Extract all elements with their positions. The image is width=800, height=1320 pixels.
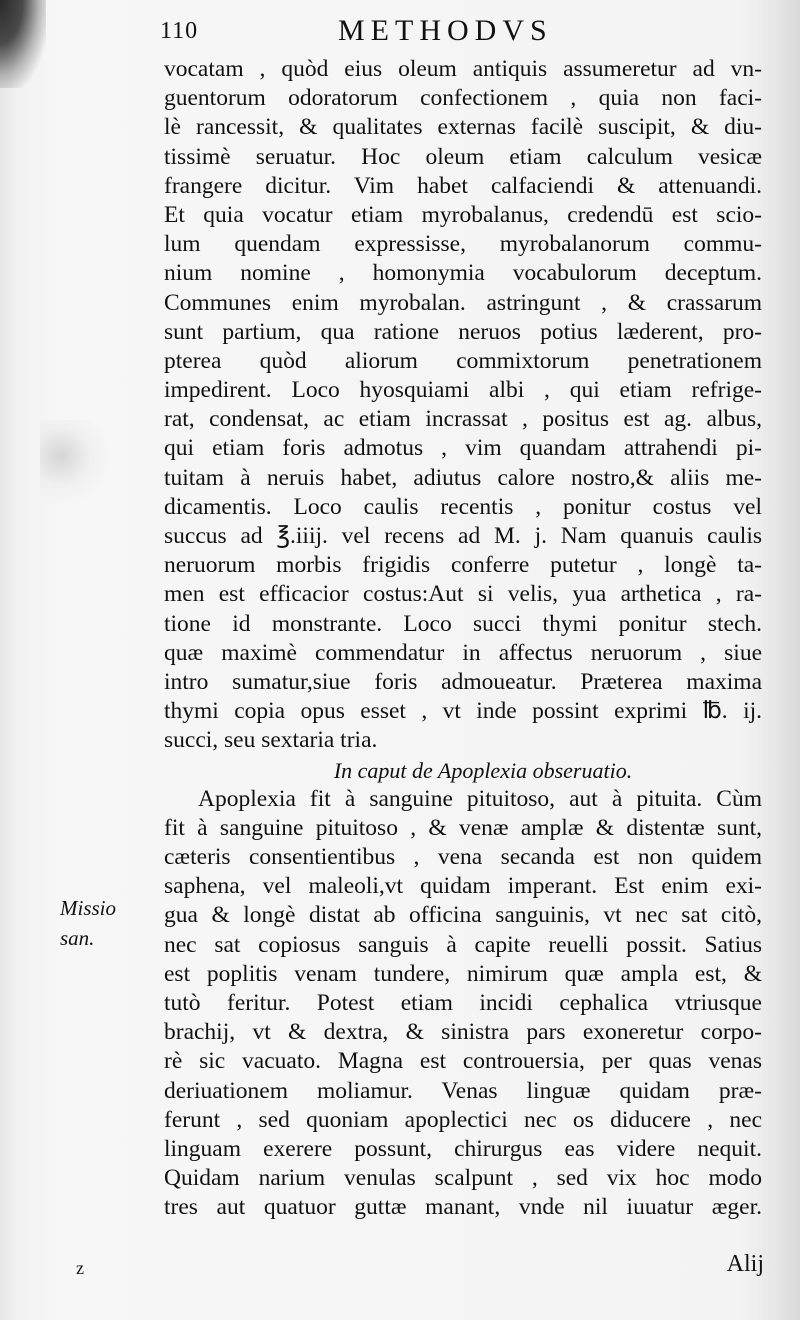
text-line: succus ad ℥.iiij. vel recens ad M. j. Nam quanuis caulis <box>164 523 762 549</box>
text-line: intro sumatur,siue foris admoueatur. Præterea maxima <box>164 668 762 695</box>
text-line: est poplitis venam tundere, nimirum quæ ampla est, & <box>164 960 762 987</box>
text-line: tione id monstrante. Loco succi thymi ponitur stech. <box>164 610 762 637</box>
text-line: tuitam à neruis habet, adiutus calore nostro,& aliis me- <box>164 464 762 491</box>
text-line: pterea quòd aliorum commixtorum penetrationem <box>164 347 762 374</box>
text-line: linguam exerere possunt, chirurgus eas videre nequit. <box>164 1135 762 1162</box>
text-line: qui etiam foris admotus , vim quandam attrahendi pi- <box>164 435 762 462</box>
text-line: impedirent. Loco hyosquiami albi , qui etiam refrige- <box>164 377 762 404</box>
text-line: lum quendam expressisse, myrobalanorum commu- <box>164 231 762 258</box>
text-line: saphena, vel maleoli,vt quidam imperant. Est enim exi- <box>164 873 762 900</box>
text-line: sunt partium, qua ratione neruos potius læderent, pro- <box>164 318 762 345</box>
page-number: 110 <box>160 18 199 44</box>
text-line: tutò feritur. Potest etiam incidi cephalica vtriusque <box>164 990 762 1016</box>
text-line: gua & longè distat ab officina sanguinis, vt nec sat citò, <box>164 902 762 929</box>
text-line: guentorum odoratorum confectionem , quia non faci- <box>164 85 762 112</box>
catchword: Alij <box>726 1251 764 1277</box>
text-line: Quidam narium venulas scalpunt , sed vix hoc modo <box>164 1165 762 1192</box>
text-line: Apoplexia fit à sanguine pituitoso, aut à pituita. Cùm <box>198 785 762 812</box>
text-line: quæ maximè commendatur in affectus neruorum , siue <box>164 639 762 666</box>
text-line: succi, seu sextaria tria. <box>164 727 378 754</box>
text-line: rè sic vacuato. Magna est controuersia, per quas venas <box>164 1048 762 1075</box>
text-line: neruorum morbis frigidis conferre putetur , longè ta- <box>164 552 762 579</box>
text-line: rat, condensat, ac etiam incrassat , positus est ag. albus, <box>164 406 762 433</box>
page-header <box>160 14 770 50</box>
paper-stain <box>40 420 110 510</box>
page-corner-shadow <box>0 0 46 88</box>
text-line: deriuationem moliamur. Venas linguæ quidam præ- <box>164 1077 762 1104</box>
text-line: nium nomine , homonymia vocabulorum deceptum. <box>164 260 762 287</box>
text-line: dicamentis. Loco caulis recentis , ponitur costus vel <box>164 493 762 520</box>
text-line: thymi copia opus esset , vt inde possint exprimi ℔. ij. <box>164 698 762 725</box>
section-heading: In caput de Apoplexia obseruatio. <box>333 757 633 783</box>
text-line: frangere dicitur. Vim habet calfaciendi & attenuandi. <box>164 172 762 199</box>
text-line: cæteris consentientibus , vena secanda est non quidem <box>164 844 762 871</box>
text-line: vocatam , quòd eius oleum antiquis assumeretur ad vn- <box>164 56 762 82</box>
text-line: fit à sanguine pituitoso , & venæ amplæ & distentæ sunt, <box>164 814 762 841</box>
text-line: tres aut quatuor guttæ manant, vnde nil iuuatur æger. <box>164 1194 762 1221</box>
margin-note-line: san. <box>60 926 95 950</box>
text-line: nec sat copiosus sanguis à capite reuelli possit. Satius <box>164 931 762 958</box>
text-line: Communes enim myrobalan. astringunt , & crassarum <box>164 289 762 316</box>
signature-mark: z <box>76 1258 84 1278</box>
margin-note-line: Missio <box>60 896 117 920</box>
text-line: lè rancessit, & qualitates externas facilè suscipit, & diu- <box>164 114 762 141</box>
main-text-column <box>164 55 762 1223</box>
margin-note <box>60 893 140 953</box>
text-line: tissimè seruatur. Hoc oleum etiam calculum vesicæ <box>164 143 762 170</box>
text-line: ferunt , sed quoniam apoplectici nec os diducere , nec <box>164 1106 762 1133</box>
running-title: METHODVS <box>338 14 553 47</box>
text-line: brachij, vt & dextra, & sinistra pars exoneretur corpo- <box>164 1019 762 1046</box>
text-line: Et quia vocatur etiam myrobalanus, credendū est sciо- <box>164 201 762 228</box>
text-line: men est efficacior costus:Aut si velis, yua arthetica , ra- <box>164 581 762 608</box>
